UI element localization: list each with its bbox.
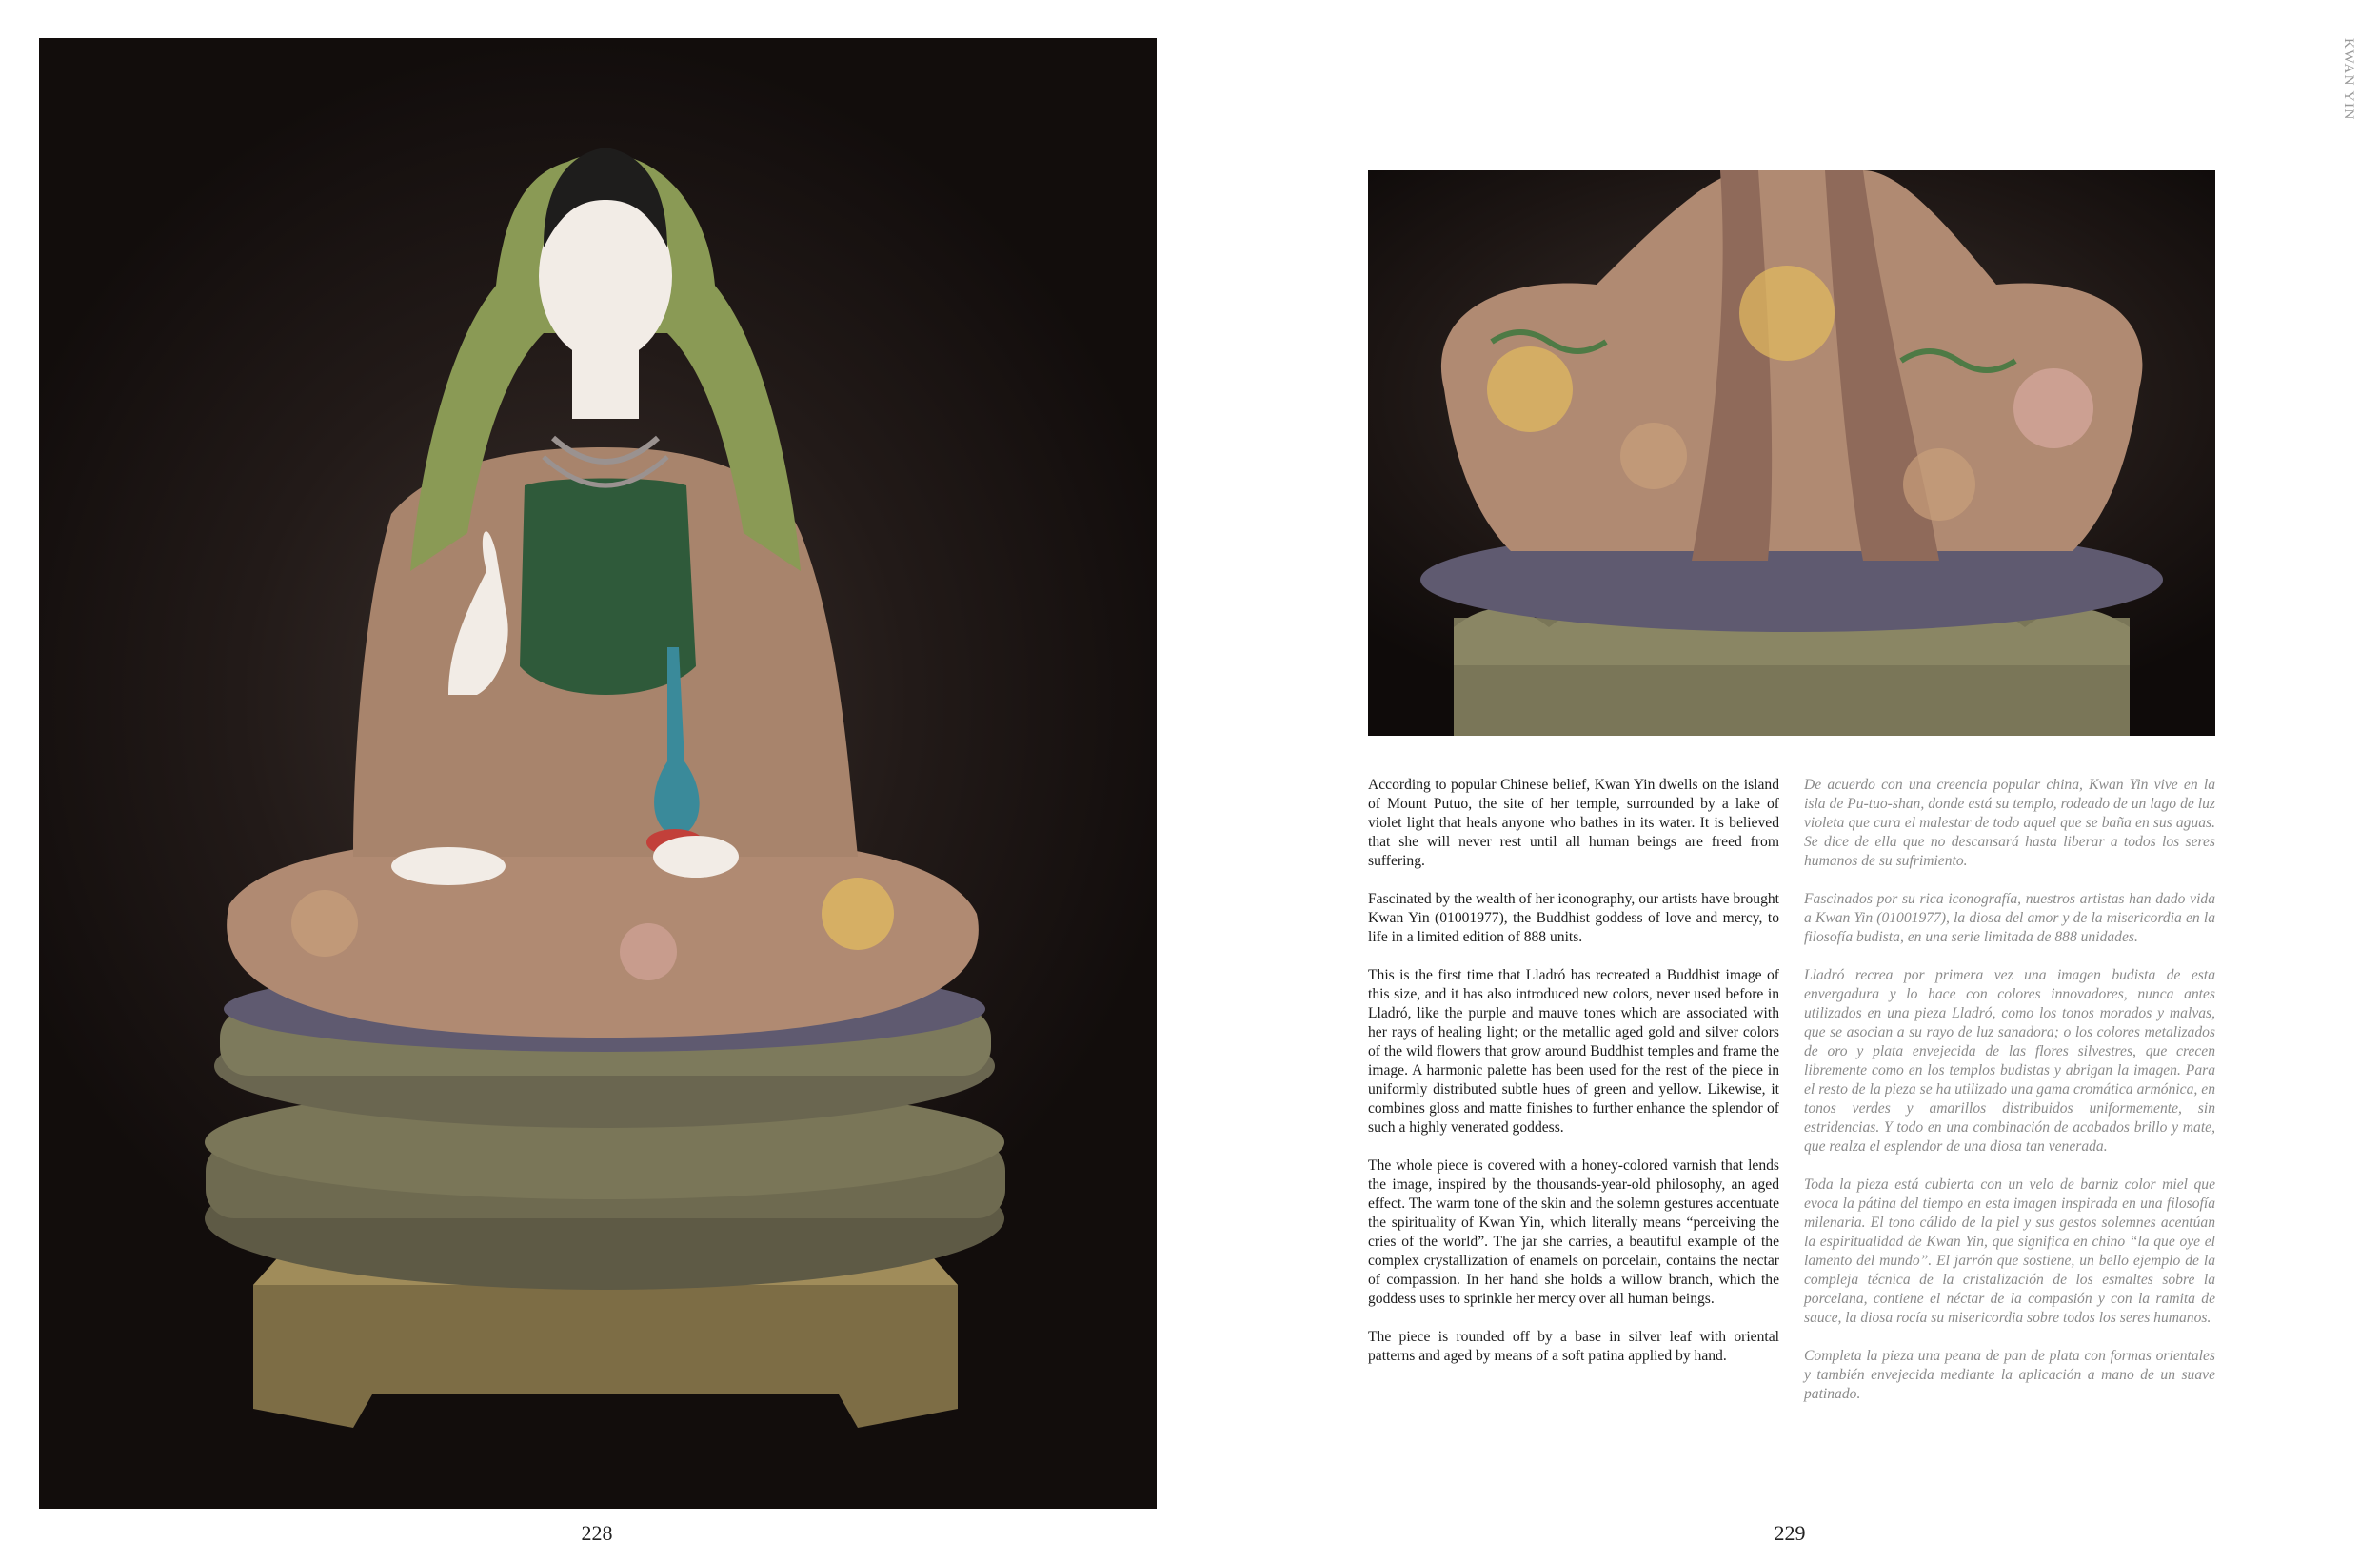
spanish-paragraph: Lladró recrea por primera vez una imagen budista de esta envergadura y lo hace con colores innovadores, nunca antes utilizados en una pieza Lladró, como los tonos morados y malvas, que se asocian a su rayo de luz sanadora; o los colores metalizados de oro y plata envejecida de las flores silvestres, que crecen libremente como en los templos budistas y abrigan la imagen. Para el resto de la pieza se ha utilizado una gama cromática armónica, en tonos verdes y amarillos distribuidos uniformemente, sin estridencias. Y todo en una combinación de acabados brillo y mate, que realza el esplendor de una diosa tan venerada. [1804,967,2215,1155]
spanish-paragraph: Fascinados por su rica iconografía, nuestros artistas han dado vida a Kwan Yin (01001977), la diosa del amor y de la misericordia en la filosofía budista, en una serie limitada de 888 unidades. [1804,891,2215,945]
english-paragraph: The piece is rounded off by a base in silver leaf with oriental patterns and aged by means of a soft patina applied by hand. [1368,1329,1779,1364]
kwan-yin-figure-photo [39,38,1157,1509]
english-paragraph: This is the first time that Lladró has recreated a Buddhist image of this size, and it has also introduced new colors, never used before in Lladró, like the purple and mauve tones which are associated with her rays of healing light; or the metallic aged gold and silver colors of the wild flowers that grow around Buddhist temples and frame the image. A harmonic palette has been used for the rest of the piece in uniformly distributed subtle hues of green and yellow. Likewise, it combines gloss and matte finishes to further enhance the splendor of such a highly venerated goddess. [1368,967,1779,1136]
running-head-text: KWAN YIN [2341,38,2356,121]
english-text-column [1368,776,1779,1385]
detail-illustration [1368,170,2215,736]
english-paragraph: The whole piece is covered with a honey-colored varnish that lends the image, inspired by the thousands-year-old philosophy, an aged effect. The warm tone of the skin and the solemn gestures accentuate the spirituality of Kwan Yin, which literally means “perceiving the cries of the world”. The jar she carries, a beautiful example of the complex crystallization of enamels on porcelain, contains the nectar of compassion. In her hand she holds a willow branch, which the goddess uses to sprinkle her mercy over all human beings. [1368,1157,1779,1307]
spanish-paragraph: Toda la pieza está cubierta con un velo de barniz color miel que evoca la pátina del tiempo en esta imagen inspirada en una filosofía milenaria. El tono cálido de la piel y sus gestos solemnes acentúan la espiritualidad de Kwan Yin, que significa en chino “la que oye el lamento del mundo”. El jarrón que sostiene, un bello ejemplo de la compleja técnica de la cristalización de los esmaltes sobre la porcelana, contiene el néctar de la compasión y con la ramita de sauce, la diosa rocía su misericordia sobre todos los seres humanos. [1804,1176,2215,1326]
page-number-left: 228 [581,1521,613,1545]
kwan-yin-figure-illustration [39,38,1157,1509]
english-paragraph: Fascinated by the wealth of her iconography, our artists have brought Kwan Yin (01001977), the Buddhist goddess of love and mercy, to life in a limited edition of 888 units. [1368,891,1779,945]
spanish-text-column [1804,776,2215,1423]
english-paragraph: According to popular Chinese belief, Kwan Yin dwells on the island of Mount Putuo, the site of her temple, surrounded by a lake of violet light that heals anyone who bathes in its water. It is believed that she will never rest until all human beings are freed from suffering. [1368,777,1779,869]
kwan-yin-detail-photo [1368,170,2215,736]
page-number-right: 229 [1774,1521,1806,1545]
running-head [2330,38,2358,143]
spanish-paragraph: Completa la pieza una peana de pan de plata con formas orientales y también envejecida mediante la aplicación a mano de un suave patinado. [1804,1348,2215,1402]
spanish-paragraph: De acuerdo con una creencia popular china, Kwan Yin vive en la isla de Pu-tuo-shan, donde está su templo, rodeado de un lago de luz violeta que cura el malestar de todo aquel que se baña en sus aguas. Se dice de ella que no descansará hasta liberar a todos los seres humanos de su sufrimiento. [1804,777,2215,869]
